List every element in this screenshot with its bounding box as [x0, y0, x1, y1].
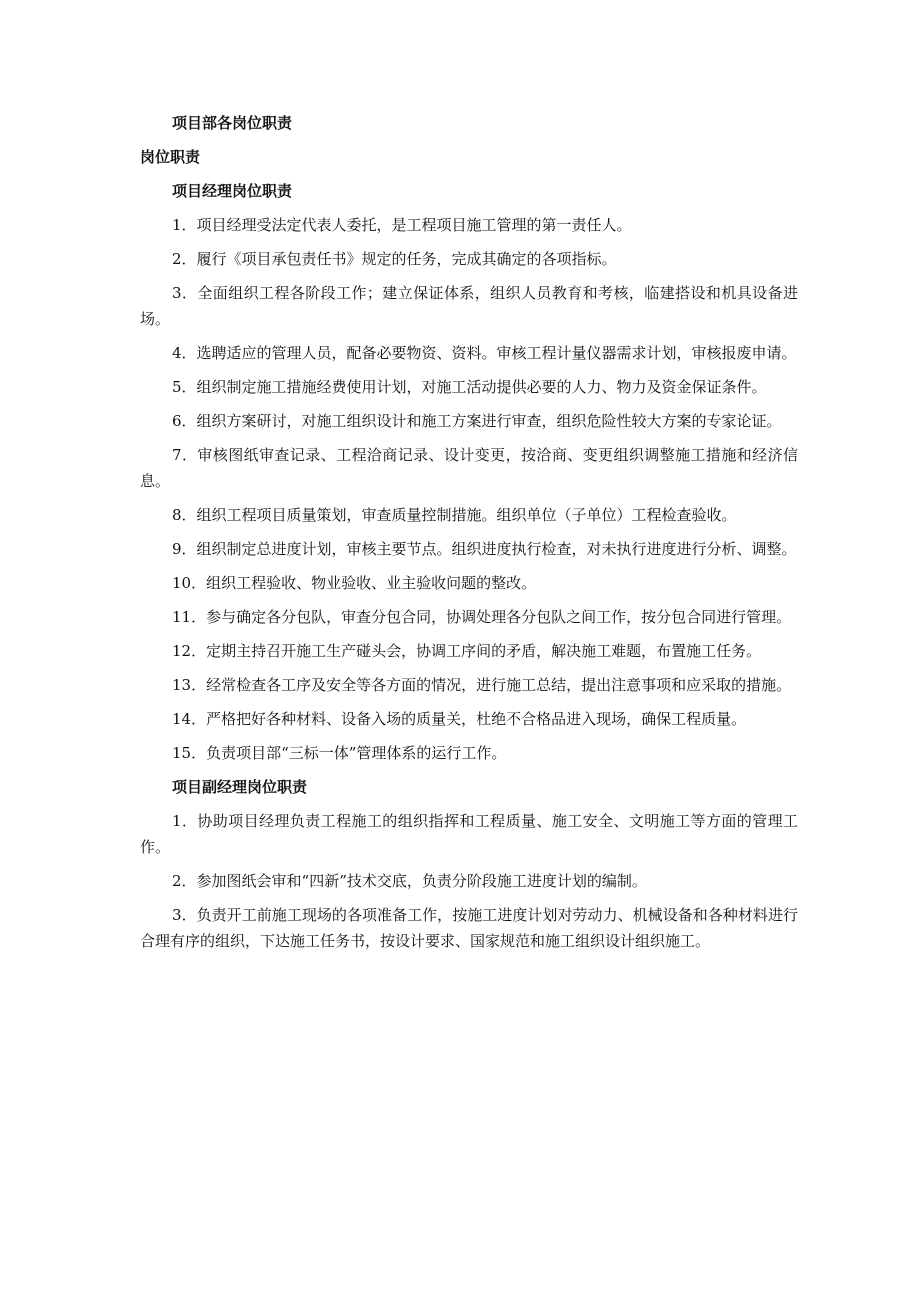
document-title: 项目部各岗位职责 — [172, 114, 293, 132]
duty-item: 5．组织制定施工措施经费使用计划，对施工活动提供必要的人力、物力及资金保证条件。 — [172, 378, 767, 396]
duty-item: 9．组织制定总进度计划，审核主要节点。组织进度执行检查，对未执行进度进行分析、调整。 — [172, 540, 797, 558]
duty-item: 8．组织工程项目质量策划，审查质量控制措施。组织单位（子单位）工程检查验收。 — [172, 506, 737, 524]
duty-item: 1．协助项目经理负责工程施工的组织指挥和工程质量、施工安全、文明施工等方面的管理工作。 — [140, 812, 798, 856]
duty-item: 3．全面组织工程各阶段工作；建立保证体系，组织人员教育和考核，临建搭设和机具设备进场。 — [140, 284, 798, 328]
duty-item: 3．负责开工前施工现场的各项准备工作，按施工进度计划对劳动力、机械设备和各种材料进行合理有序的组织，下达施工任务书，按设计要求、国家规范和施工组织设计组织施工。 — [140, 906, 798, 950]
subsection-heading-deputy-manager: 项目副经理岗位职责 — [172, 778, 308, 796]
document-body — [140, 110, 798, 954]
duty-item: 11．参与确定各分包队，审查分包合同，协调处理各分包队之间工作，按分包合同进行管理。 — [172, 608, 792, 626]
duty-item: 2．参加图纸会审和“四新”技术交底，负责分阶段施工进度计划的编制。 — [172, 872, 647, 890]
subsection-heading-project-manager: 项目经理岗位职责 — [172, 182, 293, 200]
duty-item: 7．审核图纸审查记录、工程洽商记录、设计变更，按洽商、变更组织调整施工措施和经济信息。 — [140, 446, 798, 490]
duty-item: 6．组织方案研讨，对施工组织设计和施工方案进行审查，组织危险性较大方案的专家论证。 — [172, 412, 782, 430]
duty-item: 4．选聘适应的管理人员，配备必要物资、资料。审核工程计量仪器需求计划，审核报废申请。 — [172, 344, 797, 362]
duty-item: 14．严格把好各种材料、设备入场的质量关，杜绝不合格品进入现场，确保工程质量。 — [172, 710, 747, 728]
duty-item: 1．项目经理受法定代表人委托，是工程项目施工管理的第一责任人。 — [172, 216, 632, 234]
duty-item: 13．经常检查各工序及安全等各方面的情况，进行施工总结，提出注意事项和应采取的措施。 — [172, 676, 792, 694]
duty-item: 15．负责项目部“三标一体”管理体系的运行工作。 — [172, 744, 507, 762]
duty-item: 12．定期主持召开施工生产碰头会，协调工序间的矛盾，解决施工难题，布置施工任务。 — [172, 642, 762, 660]
duty-item: 10．组织工程验收、物业验收、业主验收问题的整改。 — [172, 574, 537, 592]
section-heading: 岗位职责 — [140, 148, 201, 166]
duty-item: 2．履行《项目承包责任书》规定的任务，完成其确定的各项指标。 — [172, 250, 617, 268]
